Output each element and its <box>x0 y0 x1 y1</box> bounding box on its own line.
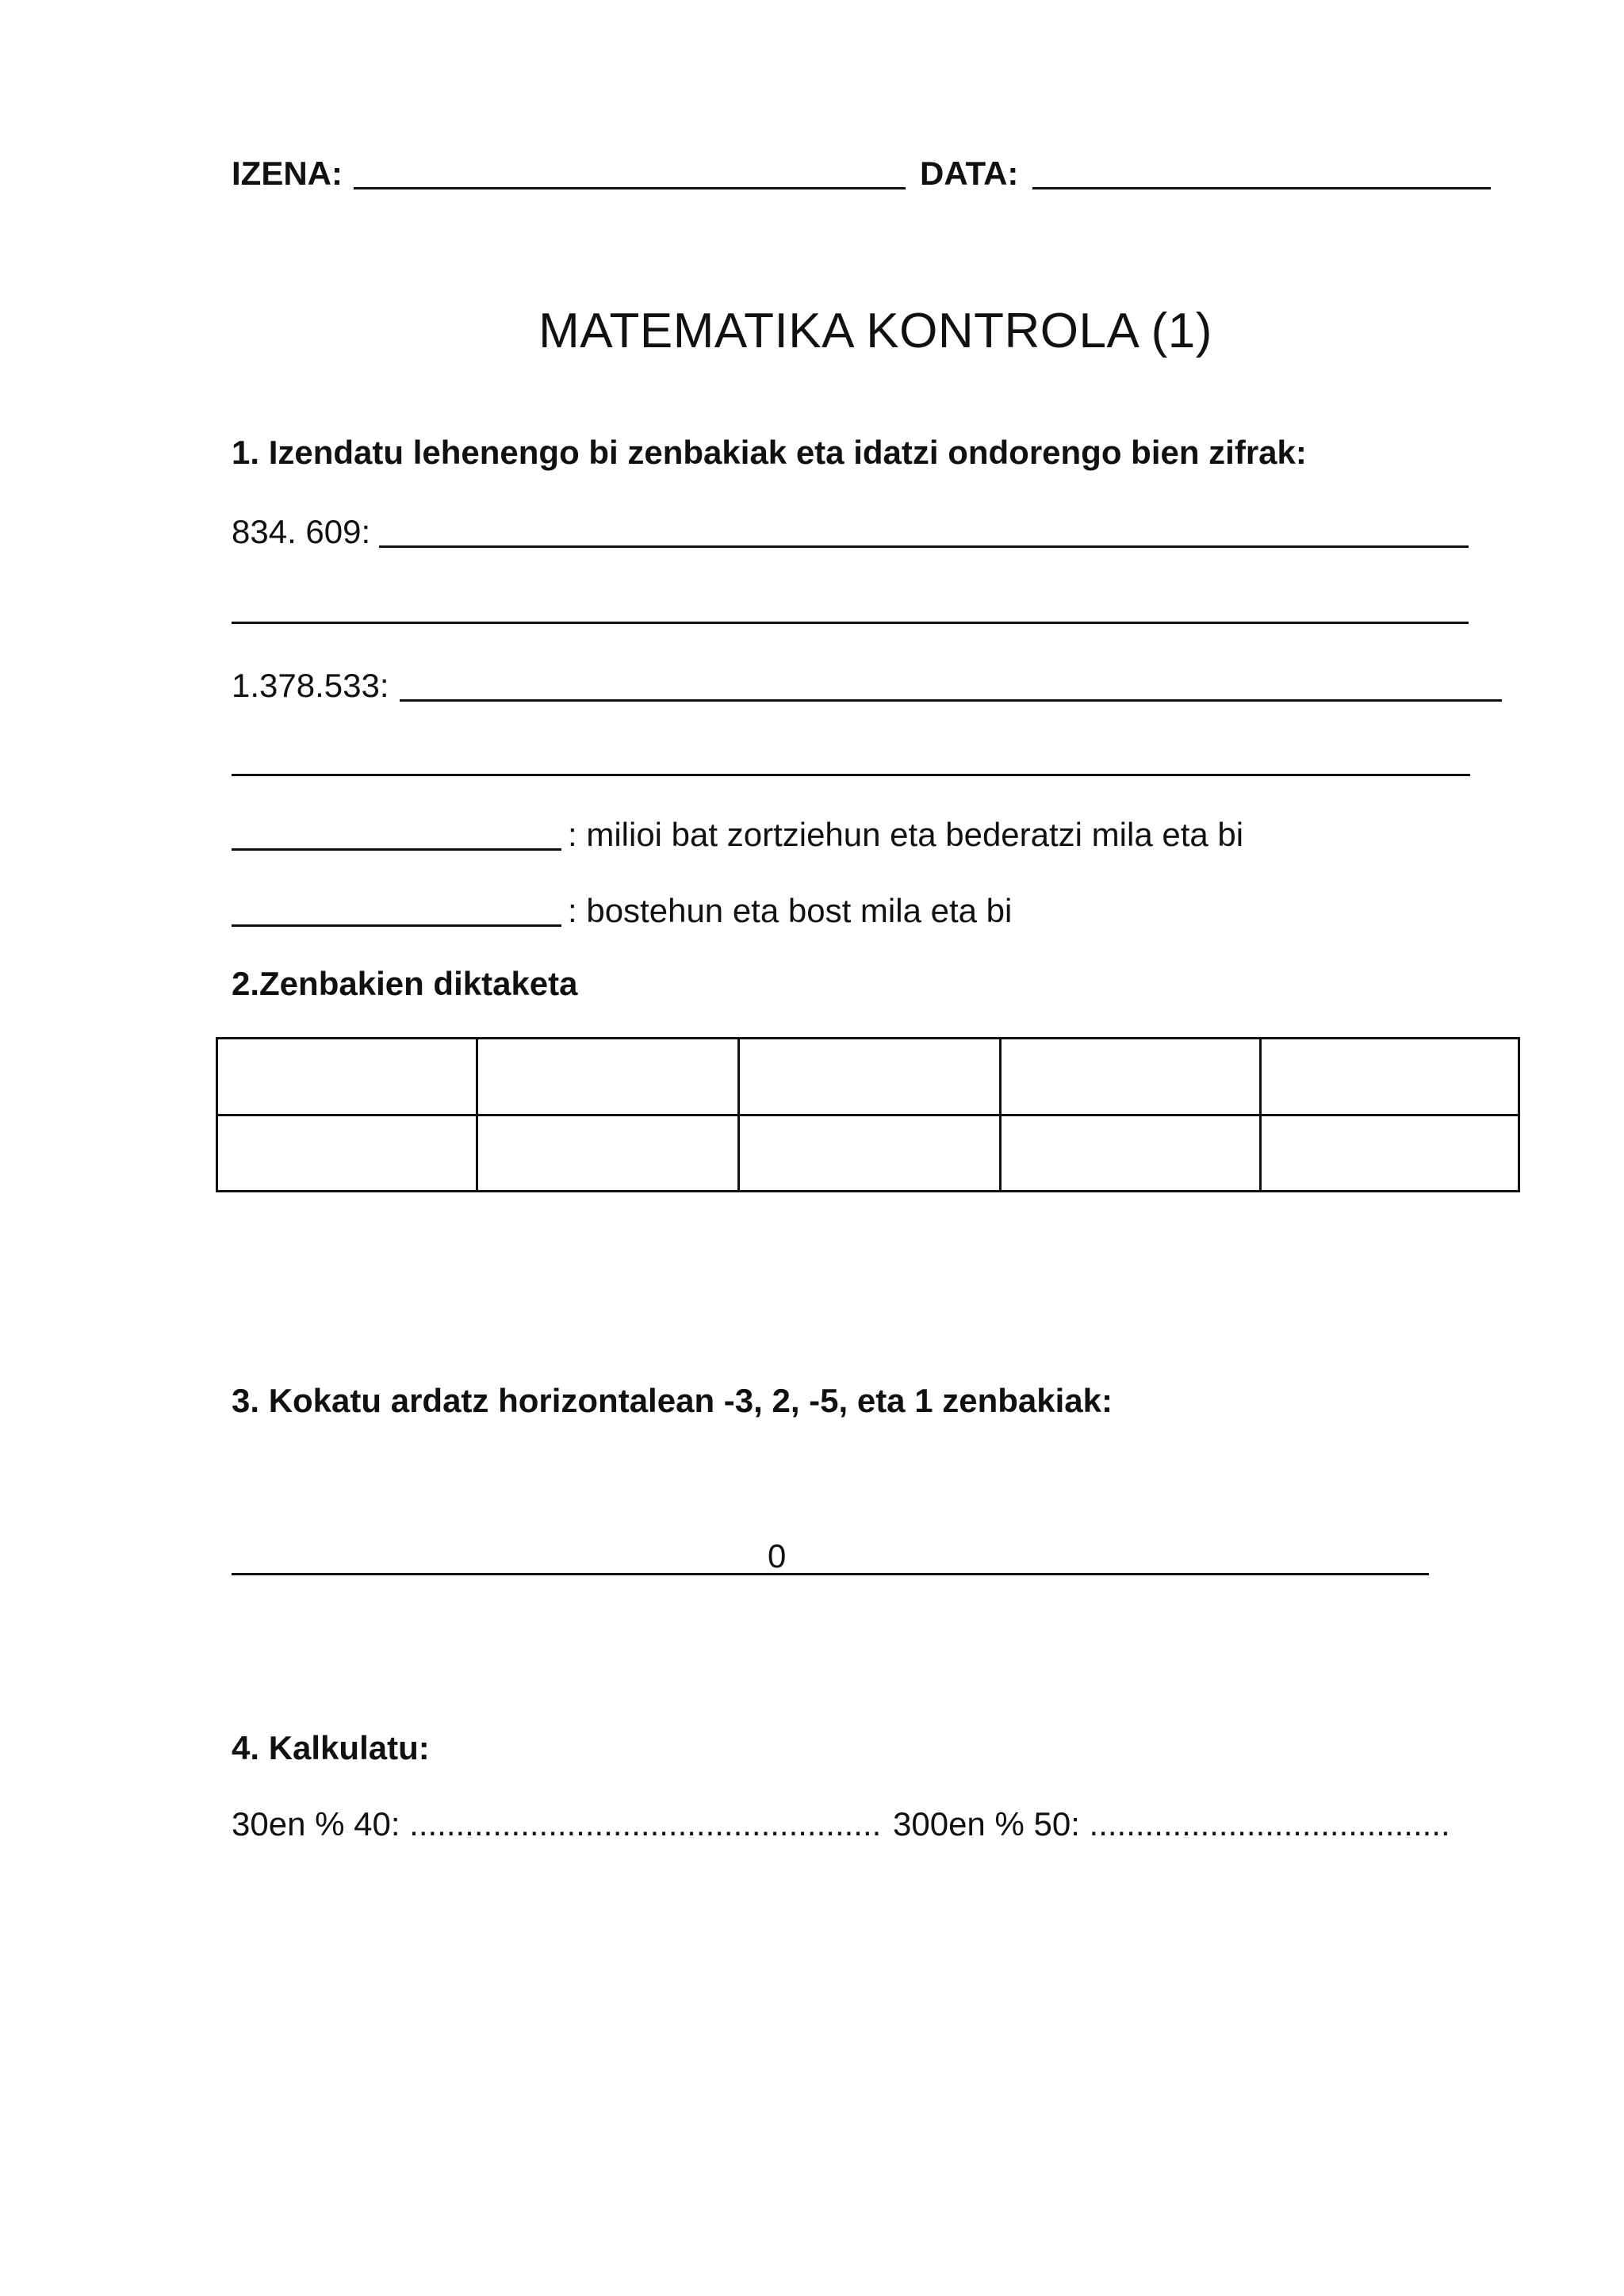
number-a-label: 834. 609: <box>232 513 371 550</box>
number-a-answer-line-2[interactable] <box>232 622 1469 624</box>
question-4-heading: 4. Kalkulatu: <box>232 1729 430 1766</box>
words-b-text: : bostehun eta bost mila eta bi <box>568 892 1013 929</box>
number-line-axis[interactable] <box>232 1573 1429 1575</box>
dictation-cell[interactable] <box>1001 1039 1261 1115</box>
words-b-answer-line[interactable] <box>232 924 561 927</box>
date-field[interactable] <box>1032 187 1491 189</box>
name-label: IZENA: <box>232 155 343 192</box>
words-a-answer-line[interactable] <box>232 848 561 851</box>
dictation-cell[interactable] <box>1001 1115 1261 1192</box>
question-2-heading: 2.Zenbakien diktaketa <box>232 965 578 1002</box>
dictation-cell[interactable] <box>1261 1039 1519 1115</box>
name-field[interactable] <box>354 187 906 189</box>
number-b-answer-line-2[interactable] <box>232 774 1470 776</box>
page-title: MATEMATIKA KONTROLA (1) <box>538 304 1212 358</box>
question-1-heading: 1. Izendatu lehenengo bi zenbakiak eta idatzi ondorengo bien zifrak: <box>232 434 1307 471</box>
dictation-cell[interactable] <box>1261 1115 1519 1192</box>
number-b-label: 1.378.533: <box>232 667 389 704</box>
number-line-origin-label: 0 <box>768 1537 787 1575</box>
dictation-table <box>216 1037 1520 1192</box>
calc-item-b[interactable]: 300en % 50: ....................................... <box>893 1805 1450 1843</box>
dictation-cell[interactable] <box>477 1039 739 1115</box>
calc-item-a[interactable]: 30en % 40: ................................................... <box>232 1805 882 1843</box>
dictation-cell[interactable] <box>477 1115 739 1192</box>
words-a-text: : milioi bat zortziehun eta bederatzi mila eta bi <box>568 816 1244 853</box>
dictation-cell[interactable] <box>739 1039 1001 1115</box>
number-a-answer-line-1[interactable] <box>379 545 1469 548</box>
dictation-cell[interactable] <box>217 1039 477 1115</box>
dictation-cell[interactable] <box>739 1115 1001 1192</box>
date-label: DATA: <box>920 155 1019 192</box>
dictation-cell[interactable] <box>217 1115 477 1192</box>
question-3-heading: 3. Kokatu ardatz horizontalean -3, 2, -5, eta 1 zenbakiak: <box>232 1382 1113 1419</box>
number-b-answer-line-1[interactable] <box>400 699 1502 702</box>
